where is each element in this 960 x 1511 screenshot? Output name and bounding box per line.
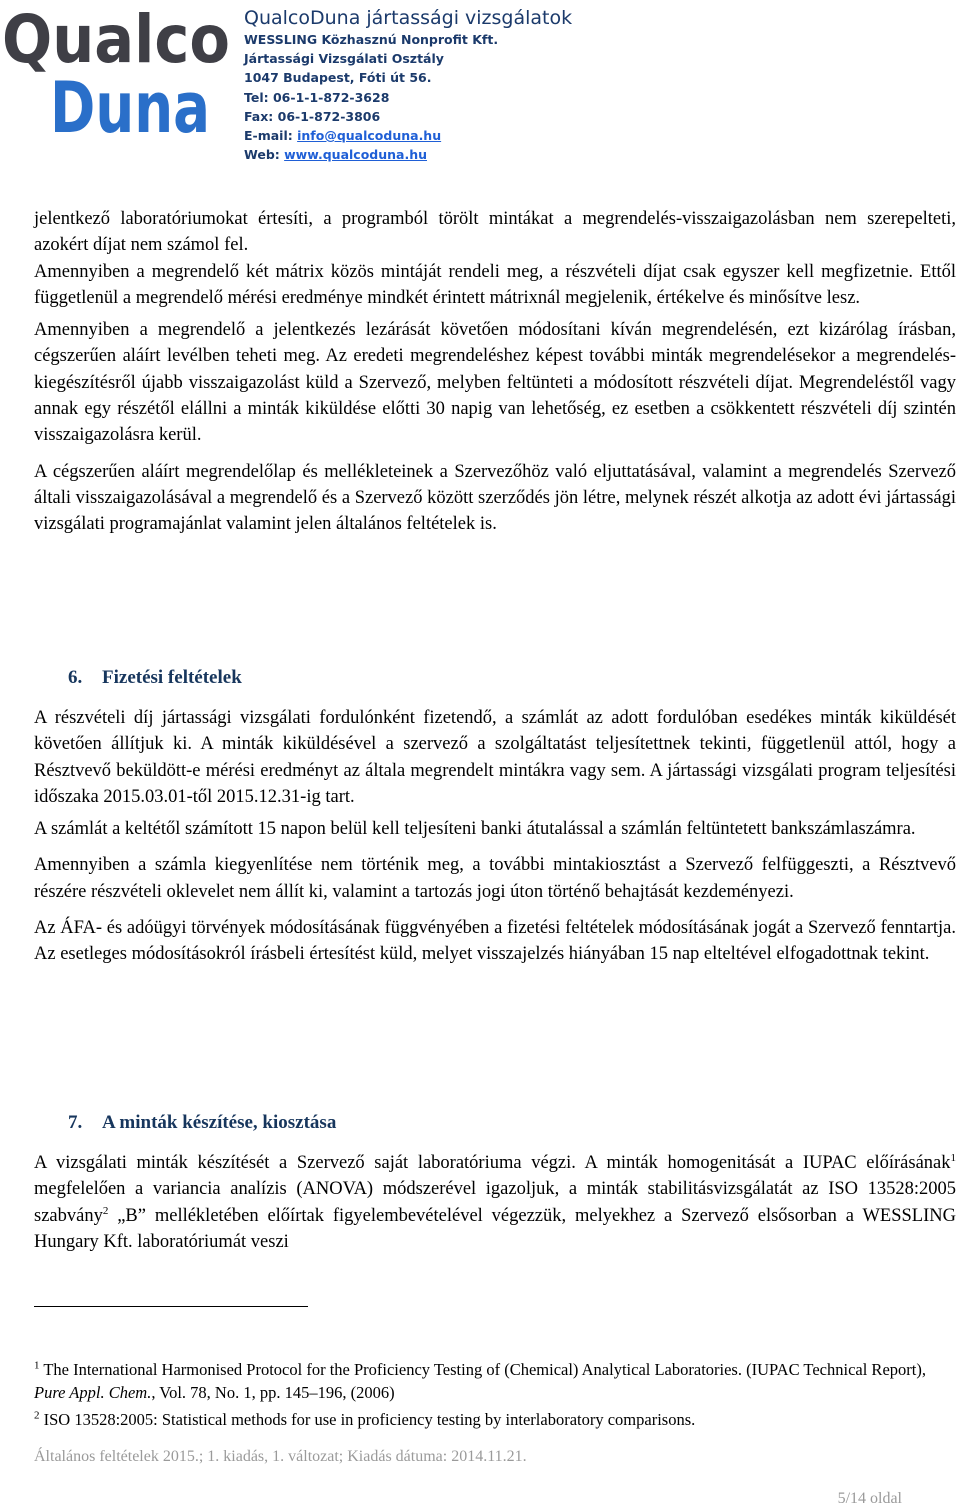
paragraph: A cégszerűen aláírt megrendelőlap és mellékleteinek a Szervezőhöz való eljuttatásával, valamint a megrendelés Szervező általi visszaigazolásával a megrendelő és a Szervező között szerződés jön létre, melynek részét alkotja az adott évi jártassági vizsgálati programajánlat valamint jelen általános feltételek is.: [34, 461, 956, 535]
footnote-ref-2[interactable]: 2: [102, 1204, 109, 1217]
logo-text-duna: Duna: [50, 67, 210, 140]
letterhead-dept: Jártassági Vizsgálati Osztály: [244, 51, 444, 67]
footnote-2: [34, 1408, 956, 1431]
paragraph: jelentkező laboratóriumokat értesíti, a programból törölt mintákat a megrendelés-visszaigazolásban nem szerepelteti, azokért díjat nem számol fel.: [34, 209, 956, 256]
letterhead-title: QualcoDuna jártassági vizsgálatok: [244, 7, 573, 29]
text-run: ISO 13528:2005: Statistical methods for use in proficiency testing by interlaboratory comparisons.: [39, 1410, 696, 1429]
paragraph: A részvételi díj jártassági vizsgálati fordulónként fizetendő, a számlát az adott fordulóban esedékes minták kiküldését követően állítjuk ki. A minták kiküldésével a szervező a szolgáltatást teljesítettnek tekinti, függetlenül attól, hogy a Résztvevő beküldött-e mérési eredményt az általa megrendelt mintákra vagy sem. A jártassági vizsgálati program teljesítési időszaka 2015.03.01-től 2015.12.31-ig tart.: [34, 708, 956, 807]
text-run: A vizsgálati minták készítését a Szervező saját laboratóriuma végzi. A minták homogenitását a IUPAC előírásának: [34, 1153, 951, 1173]
letterhead: [244, 6, 572, 164]
paragraph: Az ÁFA- és adóügyi törvények módosításának függvényében a fizetési feltételek módosításának jogát a Szervező fenntartja. Az esetleges módosításokról írásbeli értesítést küld, melyet visszajelzés hiányában 15 nap elteltével elfogadottnak tekint.: [34, 918, 956, 965]
paragraph: A számlát a keltétől számított 15 napon belül kell teljesíteni banki átutalással a számlán feltüntetett bankszámlaszámra.: [34, 819, 916, 840]
footnote-number: 1: [34, 1359, 40, 1372]
section-6-heading: [68, 667, 242, 689]
letterhead-tel: Tel: 06-1-1-872-3628: [244, 89, 390, 105]
paragraph: Amennyiben a megrendelő a jelentkezés lezárását követően módosítani kíván megrendelésén, ezt kizárólag írásban, cégszerűen aláírt levélben teheti meg. Az eredeti megrendeléshez képest további minták megrendelésekor a megrendelés-kiegészítésről újabb visszaigazolást küld a Szervező, melyben feltünteti a módosított részvételi díjat. Megrendeléstől vagy annak egy részétől elállni a minták kiküldése előtti 30 napig van lehetőség, ez esetben a csökkentett részvételi díj szintén visszaigazolásra kerül.: [34, 320, 956, 446]
footnote-separator: [34, 1306, 308, 1307]
footnote-1: [34, 1358, 956, 1404]
section-number: 6.: [68, 667, 83, 688]
letterhead-web-row: [244, 145, 572, 164]
footnotes: [34, 1358, 956, 1435]
email-label: E-mail:: [244, 128, 298, 144]
section-title: A minták készítése, kiosztása: [102, 1112, 337, 1133]
section-title: Fizetési feltételek: [102, 667, 242, 688]
logo-text-qualco: Qualco: [2, 1, 230, 78]
text-run: „B” mellékletében előírtak figyelembevételével végezzük, melyekhez a Szervező elsősorban a WESSLING Hungary Kft. laboratóriumát veszi: [34, 1205, 956, 1252]
page-number: 5/14 oldal: [837, 1490, 902, 1507]
footnote-ref-1[interactable]: 1: [950, 1151, 956, 1164]
letterhead-fax: Fax: 06-1-872-3806: [244, 108, 381, 124]
web-label: Web:: [244, 147, 285, 163]
section-6-body: [34, 705, 956, 978]
section-7-body: [34, 1150, 956, 1265]
letterhead-email-row: [244, 126, 572, 145]
footnote-number: 2: [34, 1409, 40, 1422]
text-run: The International Harmonised Protocol for the Proficiency Testing of (Chemical) Analytical Laboratories. (IUPAC Technical Report),: [39, 1360, 926, 1379]
intro-paragraphs: [34, 206, 956, 548]
paragraph: [34, 1150, 956, 1255]
paragraph: Amennyiben a megrendelő két mátrix közös mintáját rendeli meg, a részvételi díjat csak egyszer kell megfizetnie. Ettől függetlenül a megrendelő mérési eredménye mindkét érintett mátrixnál megjelenik, értékelve és minősítve lesz.: [34, 261, 956, 308]
qualcoduna-logo: [0, 0, 235, 140]
paragraph: Amennyiben a számla kiegyenlítése nem történik meg, a további mintakiosztást a Szervező felfüggeszti, a Résztvevő részére részvételi oklevelet nem állít ki, valamint a tartozás jogi úton történő behajtását kezdeményezi.: [34, 855, 956, 902]
journal-name: Pure Appl. Chem.: [34, 1383, 152, 1402]
letterhead-org: WESSLING Közhasznú Nonprofit Kft.: [244, 32, 499, 47]
page-footer: Általános feltételek 2015.; 1. kiadás, 1. változat; Kiadás dátuma: 2014.11.21.: [34, 1448, 527, 1465]
text-run: , Vol. 78, No. 1, pp. 145–196, (2006): [151, 1383, 395, 1402]
text-run: megfelelően a variancia analízis (ANOVA) módszerével igazoljuk, a minták stabilitásvizsgálatát az ISO 13528:2005 szabvány: [34, 1179, 956, 1226]
section-7-heading: [68, 1112, 336, 1134]
web-link[interactable]: www.qualcoduna.hu: [284, 147, 428, 163]
letterhead-address: 1047 Budapest, Fóti út 56.: [244, 70, 432, 86]
email-link[interactable]: info@qualcoduna.hu: [297, 128, 442, 144]
section-number: 7.: [68, 1112, 83, 1133]
